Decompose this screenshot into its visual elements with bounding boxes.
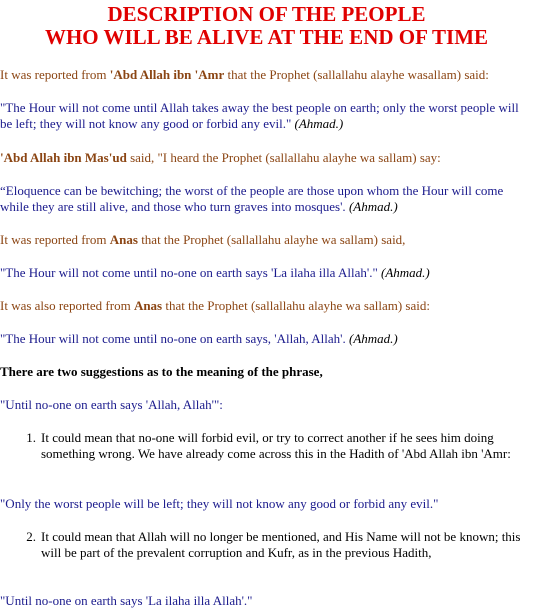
narration-3-pre: It was reported from [0,232,110,247]
narration-4 [0,298,533,314]
narration-2-post: said, "I heard the Prophet (sallallahu alayhe wa sallam) say: [126,150,441,165]
list-number: 2. [26,529,36,544]
narrator-name: 'Abd Allah ibn Mas'ud [0,150,127,165]
narration-1-pre: It was reported from [0,67,110,82]
hadith-quote-2-text: “Eloquence can be bewitching; the worst of the people are those upon whom the Hour will come while they are still alive, and those who turn graves into mosques'. [0,183,504,214]
narration-1-post: that the Prophet (sallallahu alayhe wasallam) said: [224,67,489,82]
hadith-quote-4 [0,331,533,347]
list-item-text: It could mean that Allah will no longer be mentioned, and His Name will not be known; this will be part of the prevalent corruption and Kufr, as in the previous Hadith, [41,529,521,560]
section-heading: There are two suggestions as to the meaning of the phrase, [0,364,323,379]
phrase-line: "Until no-one on earth says 'Allah, Allah'": [0,397,223,412]
citation: (Ahmad.) [348,199,398,214]
citation: (Ahmad.) [294,116,344,131]
title-line-1: DESCRIPTION OF THE PEOPLE [107,2,426,26]
hadith-quote-1-text: "The Hour will not come until Allah takes away the best people on earth; only the worst people will be left; they will not know any good or forbid any evil." [0,100,519,131]
narration-1 [0,67,533,83]
narration-2 [0,150,533,166]
citation: (Ahmad.) [349,331,398,346]
narration-3 [0,232,533,248]
hadith-quote-6: "Until no-one on earth says 'La ilaha illa Allah'." [0,593,253,608]
hadith-quote-4-text: "The Hour will not come until no-one on earth says, 'Allah, Allah'. [0,331,350,346]
hadith-quote-1 [0,100,533,132]
title-line-2: WHO WILL BE ALIVE AT THE END OF TIME [44,25,489,49]
narration-4-post: that the Prophet (sallallahu alayhe wa sallam) said: [162,298,430,313]
narration-4-pre: It was also reported from [0,298,134,313]
narrator-name: Anas [133,298,163,313]
hadith-quote-2 [0,183,533,215]
narrator-name: 'Abd Allah ibn 'Amr [109,67,225,82]
narrator-name: Anas [109,232,138,247]
hadith-quote-3 [0,265,533,281]
hadith-quote-5: "Only the worst people will be left; they will not know any good or forbid any evil." [0,496,439,511]
page-title [0,3,533,49]
narration-3-post: that the Prophet (sallallahu alayhe wa sallam) said, [137,232,406,247]
list-number: 1. [26,430,36,445]
hadith-quote-3-text: "The Hour will not come until no-one on earth says 'La ilaha illa Allah'." [0,265,382,280]
list-item-text: It could mean that no-one will forbid evil, or try to correct another if he sees him doing something wrong. We have already come across this in the Hadith of 'Abd Allah ibn 'Amr: [41,430,511,461]
citation: (Ahmad.) [381,265,430,280]
